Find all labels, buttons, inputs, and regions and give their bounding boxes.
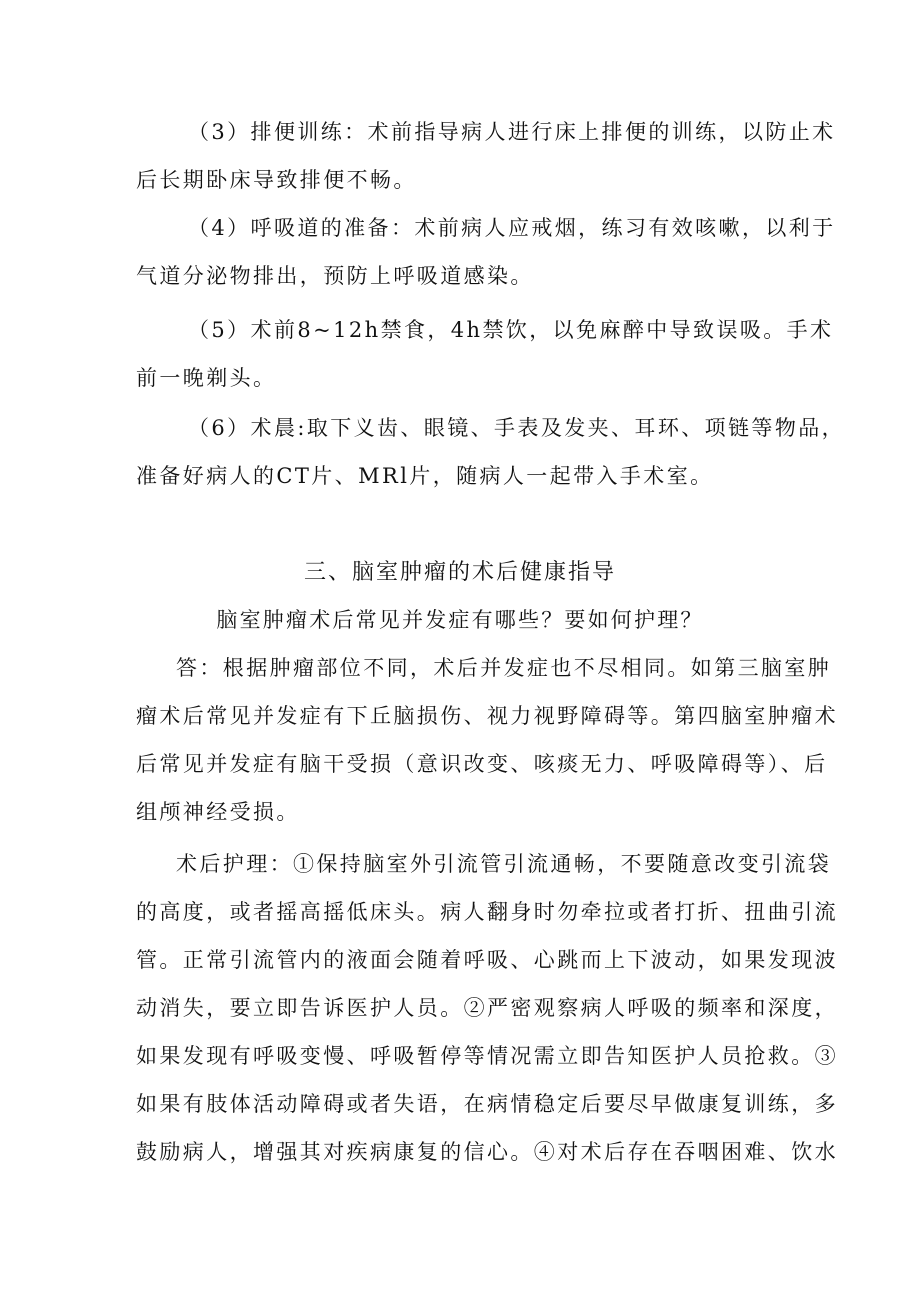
text-line-content: （4）呼吸道的准备：术前病人应戒烟，练习有效咳嗽，以利于: [188, 216, 836, 240]
text-line-content: 后常见并发症有脑干受损（意识改变、咳痰无力、呼吸障碍等）、后: [136, 752, 828, 776]
text-line-content: 如果发现有呼吸变慢、呼吸暂停等情况需立即告知医护人员抢救。③: [136, 1044, 838, 1068]
text-line-content: 如果有肢体活动障碍或者失语，在病情稳定后要尽早做康复训练，多: [136, 1092, 838, 1116]
section-title: 三、脑室肿瘤的术后健康指导: [303, 560, 616, 585]
text-line-content: 答：根据肿瘤部位不同，术后并发症也不尽相同。如第三脑室肿: [176, 656, 832, 680]
text-line-content: 术后护理：①保持脑室外引流管引流通畅，不要随意改变引流袋: [176, 852, 832, 876]
text-line-content: 动消失，要立即告诉医护人员。②严密观察病人呼吸的频率和深度，: [136, 996, 838, 1020]
question-heading: 脑室肿瘤术后常见并发症有哪些？要如何护理？: [216, 608, 704, 632]
text-line-content: 准备好病人的CT片、MRl片，随病人一起带入手术室。: [136, 464, 714, 488]
text-line-content: 瘤术后常见并发症有下丘脑损伤、视力视野障碍等。第四脑室肿瘤术: [136, 704, 838, 728]
text-line-content: 后长期卧床导致排便不畅。: [136, 168, 417, 192]
text-line-content: 前一晚剃头。: [136, 366, 277, 390]
text-line-content: 气道分泌物排出，预防上呼吸道感染。: [136, 264, 534, 288]
text-line-content: 鼓励病人，增强其对疾病康复的信心。④对术后存在吞咽困难、饮水: [136, 1140, 838, 1164]
text-line-content: 组颅神经受损。: [136, 800, 300, 824]
text-line-content: （6）术晨:取下义齿、眼镜、手表及发夹、耳环、项链等物品，: [188, 416, 846, 440]
text-line-content: （3）排便训练：术前指导病人进行床上排便的训练，以防止术: [188, 120, 836, 144]
text-line-content: 的高度，或者摇高摇低床头。病人翻身时勿牵拉或者打折、扭曲引流: [136, 900, 838, 924]
text-line-content: 管。正常引流管内的液面会随着呼吸、心跳而上下波动，如果发现波: [136, 948, 838, 972]
text-line-content: （5）术前8~12h禁食，4h禁饮，以免麻醉中导致误吸。手术: [188, 318, 834, 342]
